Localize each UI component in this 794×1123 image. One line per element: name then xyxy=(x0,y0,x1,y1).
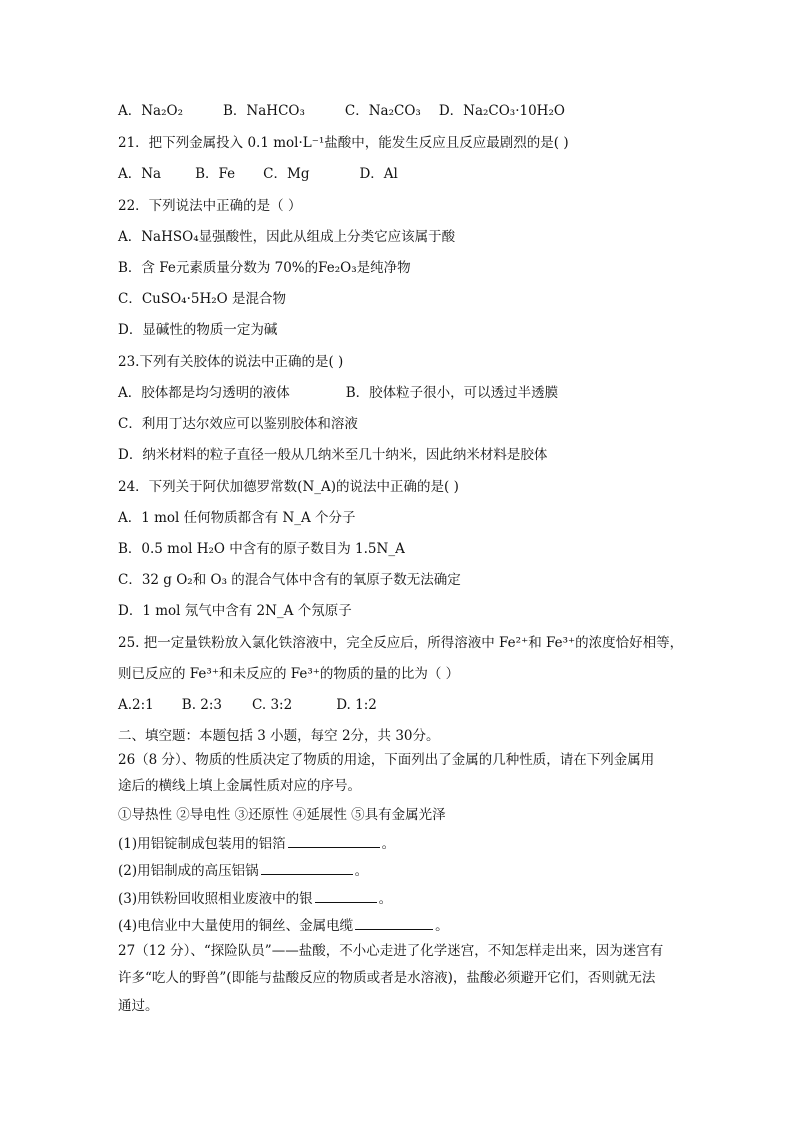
q23-stem: 23.下列有关胶体的说法中正确的是( ) xyxy=(118,354,344,370)
q22-option-d: D．显碱性的物质一定为碱 xyxy=(118,322,278,338)
q21-option-a: A．Na xyxy=(118,166,162,182)
q26-item3-text: (3)用铁粉回收照相业废液中的银 xyxy=(118,891,313,907)
q26-item3 xyxy=(118,888,392,909)
q25-option-b: B. 2:3 xyxy=(181,697,223,713)
q23-options-ab xyxy=(118,383,558,403)
q21-option-c: C．Mg xyxy=(263,166,310,182)
q23-option-d: D．纳米材料的粒子直径一般从几纳米至几十纳米，因此纳米材料是胶体 xyxy=(118,447,548,463)
q27-line2: 许多“吃人的野兽”(即能与盐酸反应的物质或者是水溶液)，盐酸必须避开它们，否则就无法 xyxy=(118,970,656,986)
q27-line1: 27（12 分）、“探险队员”——盐酸，不小心走进了化学迷宫，不知怎样走出来，因为迷宫有 xyxy=(118,943,664,959)
q24-stem: 24．下列关于阿伏加德罗常数(N_A)的说法中正确的是( ) xyxy=(118,479,459,495)
q21-option-d: D．Al xyxy=(359,166,398,182)
q23-option-a: A．胶体都是均匀透明的液体 xyxy=(118,385,290,401)
q26-item2-end: 。 xyxy=(354,863,369,879)
q22-option-a: A．NaHSO₄显强酸性，因此从组成上分类它应该属于酸 xyxy=(118,229,456,245)
q26-item3-blank[interactable] xyxy=(315,888,377,903)
q25-option-d: D. 1:2 xyxy=(336,697,377,713)
q26-item1-blank[interactable] xyxy=(288,833,380,848)
q24-option-c: C．32 g O₂和 O₃ 的混合气体中含有的氧原子数无法确定 xyxy=(118,572,461,588)
q23-option-b: B．胶体粒子很小，可以透过半透膜 xyxy=(345,385,559,401)
q25-stem-line2: 则已反应的 Fe³⁺和未反应的 Fe³⁺的物质的量的比为（ ） xyxy=(118,666,460,682)
q26-stem-line2: 途后的横线上填上金属性质对应的序号。 xyxy=(118,778,361,794)
q22-stem: 22．下列说法中正确的是（ ） xyxy=(118,198,302,214)
q27-line3: 通过。 xyxy=(118,998,159,1014)
q20-option-b: B．NaHCO₃ xyxy=(223,103,305,119)
q26-item3-end: 。 xyxy=(378,891,393,907)
q24-option-d: D．1 mol 氖气中含有 2N_A 个氖原子 xyxy=(118,603,352,619)
q26-item2 xyxy=(118,860,368,881)
q21-stem: 21．把下列金属投入 0.1 mol·L⁻¹盐酸中，能发生反应且反应最剧烈的是( ) xyxy=(118,135,569,151)
q24-option-a: A．1 mol 任何物质都含有 N_A 个分子 xyxy=(118,510,356,526)
q21-option-b: B．Fe xyxy=(195,166,236,182)
q20-option-a: A．Na₂O₂ xyxy=(118,103,184,119)
q26-item4-end: 。 xyxy=(435,918,449,934)
q25-option-c: C. 3:2 xyxy=(252,697,293,713)
q26-item1-text: (1)用铝锭制成包装用的铝箔 xyxy=(118,836,286,852)
q26-item2-blank[interactable] xyxy=(261,860,353,875)
q26-item4 xyxy=(118,915,449,936)
q20-options xyxy=(118,101,565,121)
q22-option-b: B．含 Fe元素质量分数为 70%的Fe₂O₃是纯净物 xyxy=(118,260,411,276)
q26-item2-text: (2)用铝制成的高压铝锅 xyxy=(118,863,259,879)
q25-stem-line1: 25. 把一定量铁粉放入氯化铁溶液中，完全反应后，所得溶液中 Fe²⁺和 Fe³⁺的浓度恰好相等， xyxy=(118,635,684,651)
q26-item1-end: 。 xyxy=(381,836,396,852)
q22-option-c: C．CuSO₄·5H₂O 是混合物 xyxy=(118,291,287,307)
section2-heading: 二、填空题：本题包括 3 小题，每空 2分，共 30分。 xyxy=(118,728,440,744)
q26-item4-blank[interactable] xyxy=(355,915,433,930)
q25-options xyxy=(118,695,377,715)
q20-option-d: D．Na₂CO₃·10H₂O xyxy=(438,103,565,119)
q26-item1 xyxy=(118,833,395,854)
q26-item4-text: (4)电信业中大量使用的铜丝、金属电缆 xyxy=(118,918,354,934)
q23-option-c: C．利用丁达尔效应可以鉴别胶体和溶液 xyxy=(118,416,358,432)
q21-options xyxy=(118,164,398,184)
q26-properties: ①导热性 ②导电性 ③还原性 ④延展性 ⑤具有金属光泽 xyxy=(118,807,446,823)
q25-option-a: A.2:1 xyxy=(118,697,154,713)
q24-option-b: B．0.5 mol H₂O 中含有的原子数目为 1.5N_A xyxy=(118,541,405,557)
q26-stem-line1: 26（8 分）、物质的性质决定了物质的用途，下面列出了金属的几种性质，请在下列金属用 xyxy=(118,752,655,768)
q20-option-c: C．Na₂CO₃ xyxy=(344,103,421,119)
